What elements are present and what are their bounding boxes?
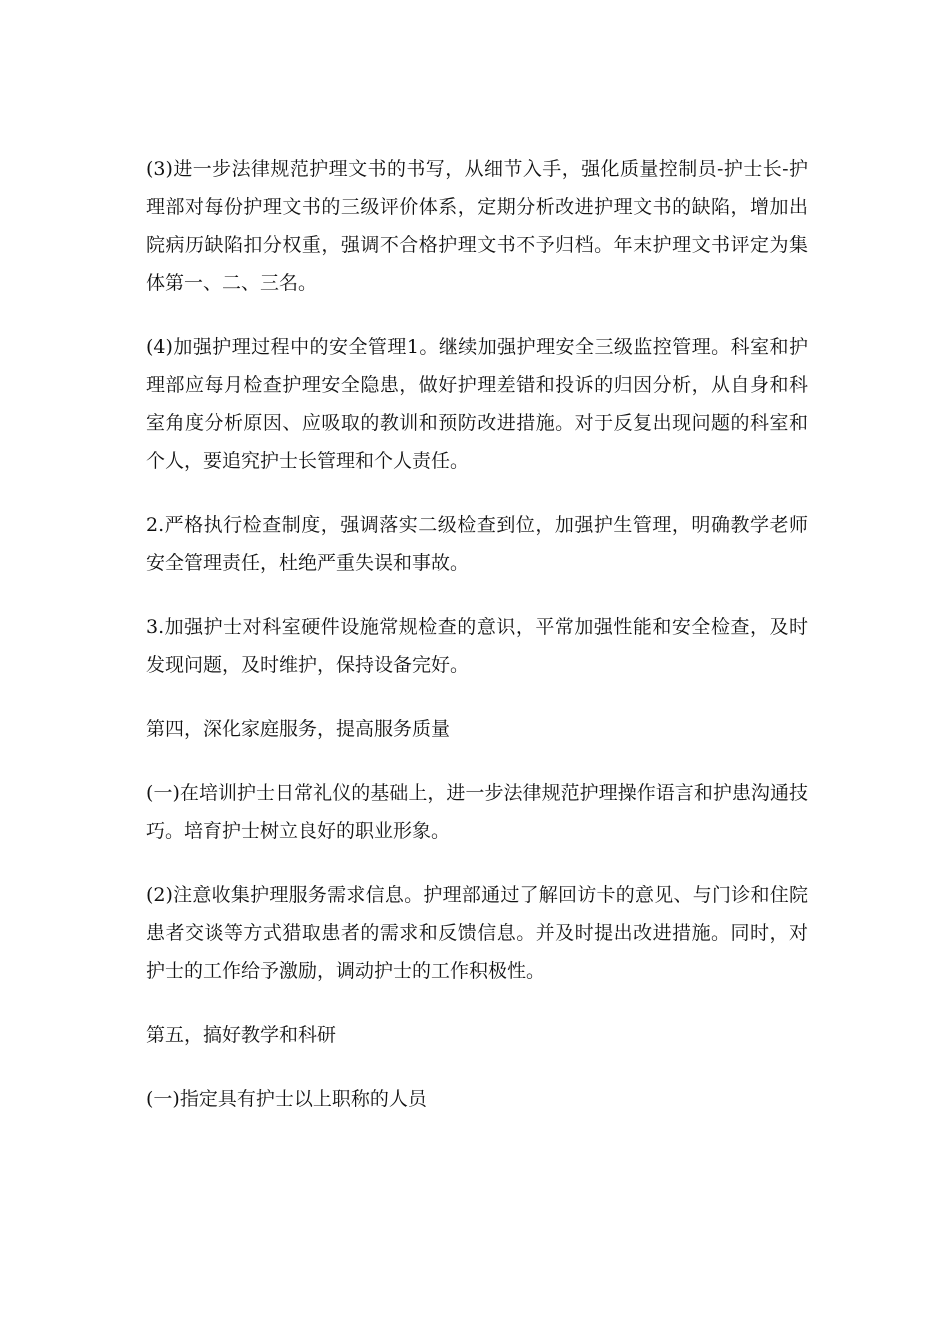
section-heading-four: 第四，深化家庭服务，提高服务质量 <box>146 718 451 740</box>
paragraph-hardware-inspection: 3.加强护士对科室硬件设施常规检查的意识，平常加强性能和安全检查，及时发现问题，及时维护，保持设备完好。 <box>146 616 808 676</box>
paragraph-etiquette-training: (一)在培训护士日常礼仪的基础上，进一步法律规范护理操作语言和护患沟通技巧。培育护士树立良好的职业形象。 <box>146 782 808 842</box>
document-body <box>146 150 808 1144</box>
paragraph-designated-staff: (一)指定具有护士以上职称的人员 <box>146 1088 427 1110</box>
paragraph-inspection-system: 2.严格执行检查制度，强调落实二级检查到位，加强护生管理，明确教学老师安全管理责任，杜绝严重失误和事故。 <box>146 514 808 574</box>
paragraph-nursing-documents: (3)进一步法律规范护理文书的书写，从细节入手，强化质量控制员-护士长-护理部对每份护理文书的三级评价体系，定期分析改进护理文书的缺陷，增加出院病历缺陷扣分权重，强调不合格护理文书不予归档。年末护理文书评定为集体第一、二、三名。 <box>146 158 808 294</box>
paragraph-service-feedback: (2)注意收集护理服务需求信息。护理部通过了解回访卡的意见、与门诊和住院患者交谈等方式猎取患者的需求和反馈信息。并及时提出改进措施。同时，对护士的工作给予激励，调动护士的工作积极性。 <box>146 884 808 982</box>
paragraph-safety-management: (4)加强护理过程中的安全管理1。继续加强护理安全三级监控管理。科室和护理部应每月检查护理安全隐患，做好护理差错和投诉的归因分析，从自身和科室角度分析原因、应吸取的教训和预防改进措施。对于反复出现问题的科室和个人，要追究护士长管理和个人责任。 <box>146 336 808 472</box>
section-heading-five: 第五，搞好教学和科研 <box>146 1024 337 1046</box>
